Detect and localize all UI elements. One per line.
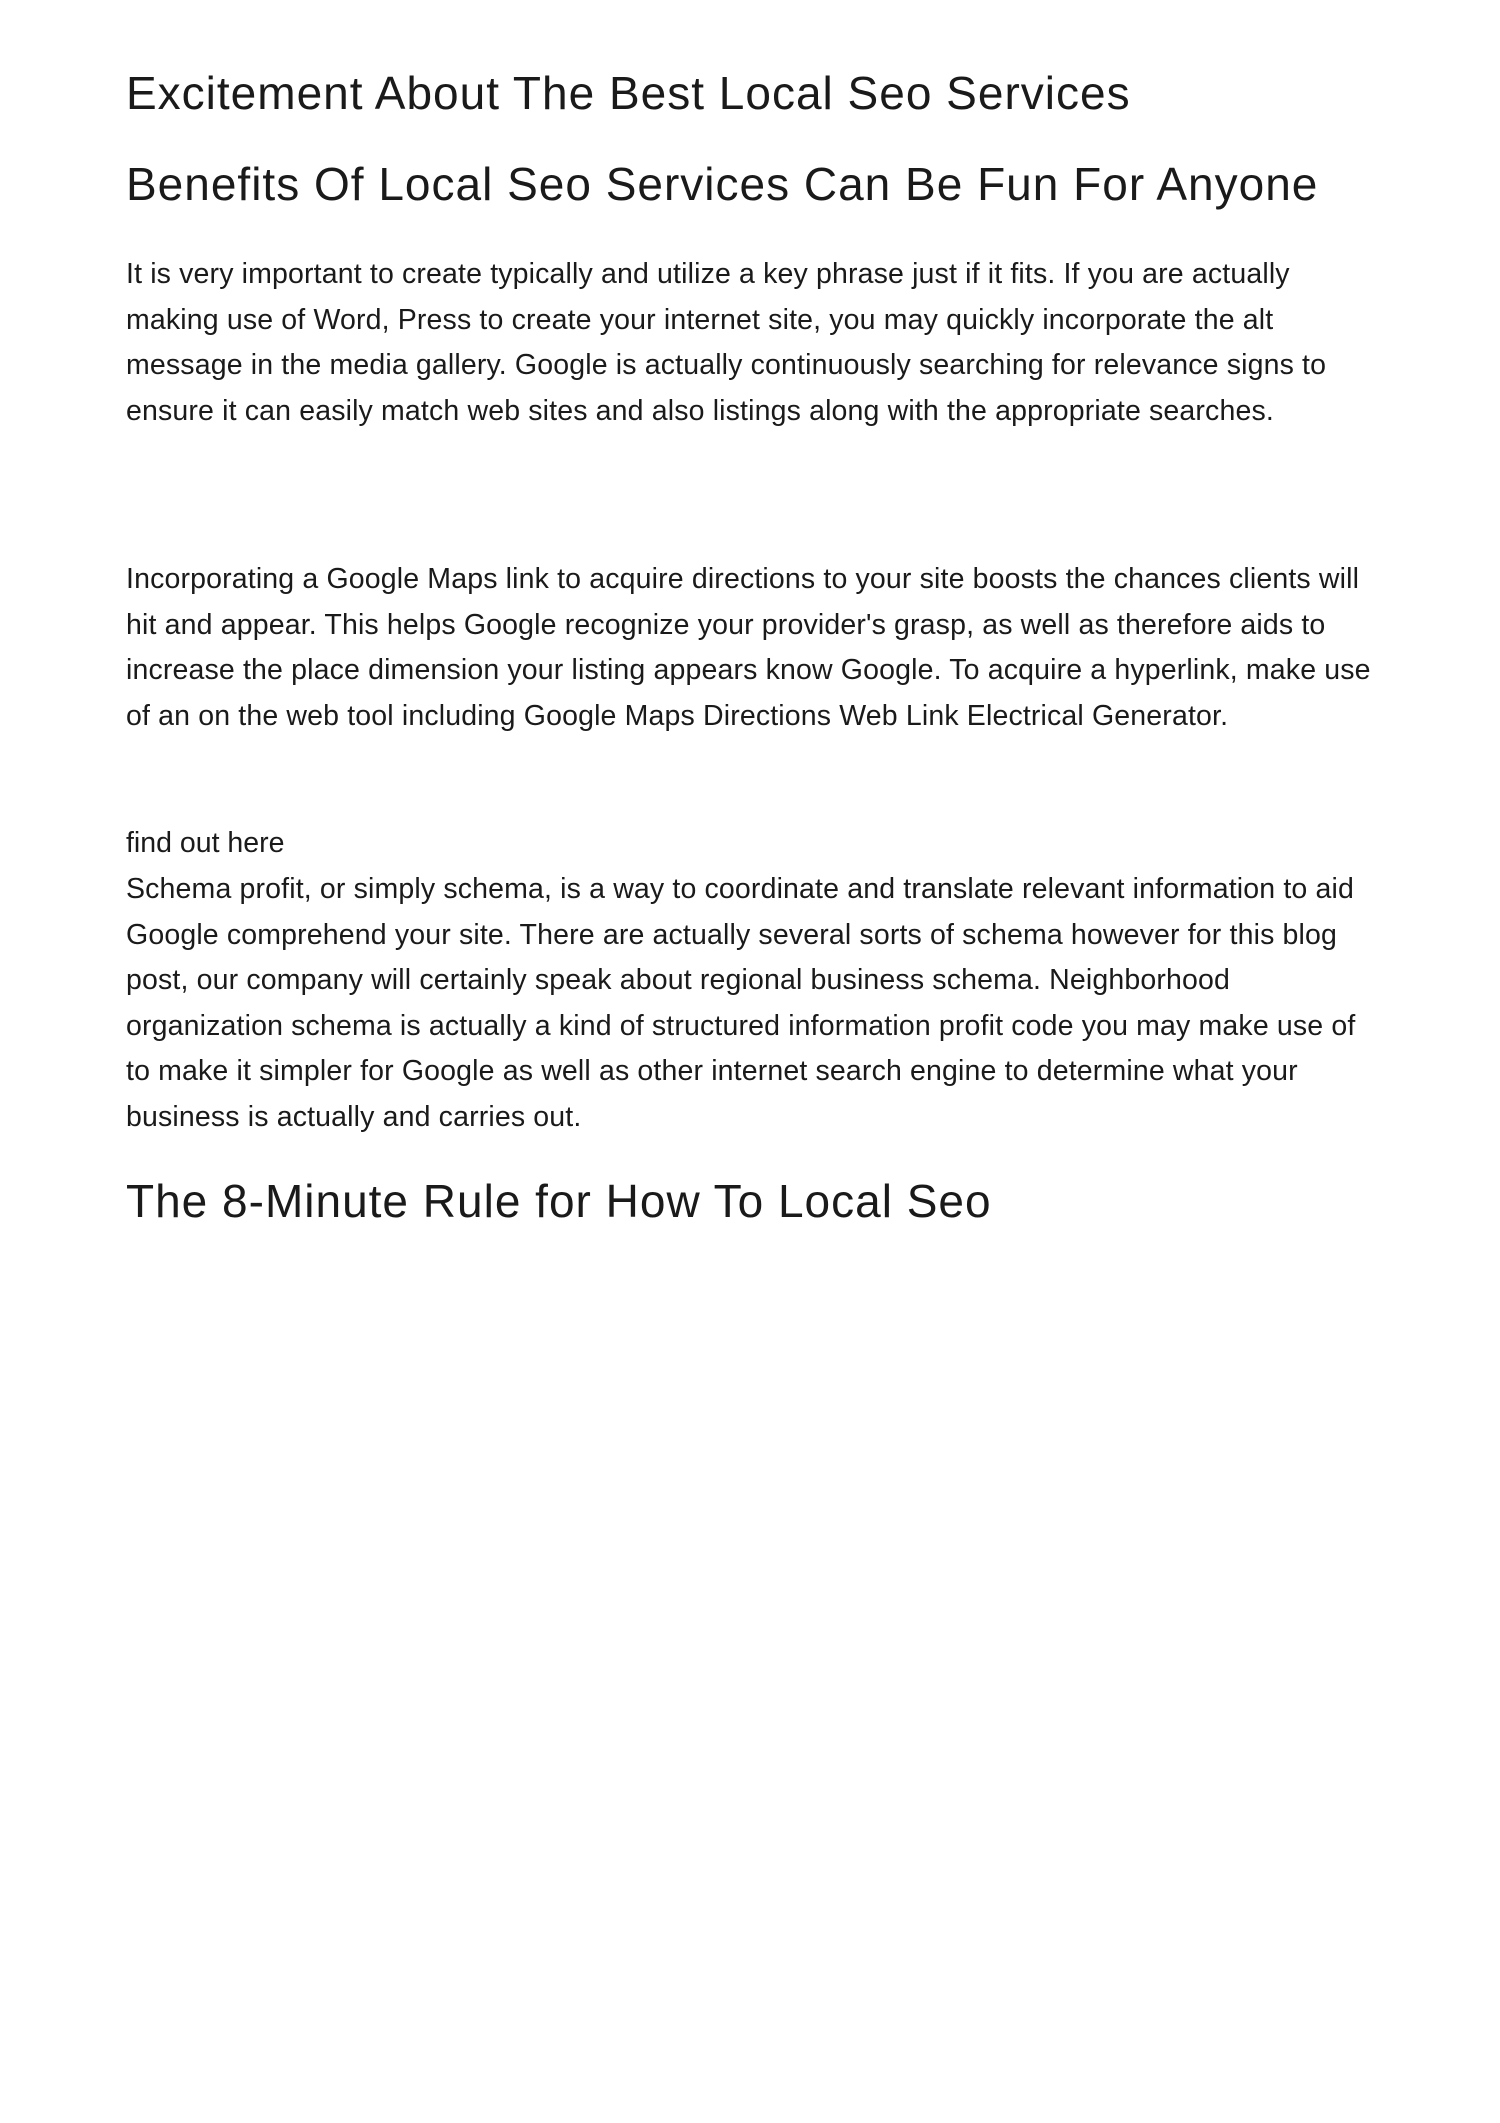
document-title: Excitement About The Best Local Seo Services [126,67,1131,119]
section-heading-8-minute-rule: The 8-Minute Rule for How To Local Seo [126,1175,992,1227]
paragraph-keyphrase: It is very important to create typically and utilize a key phrase just if it fits. If you are actually making use of Word, Press to create your internet site, you may quickly incorporate the alt message in the media gallery. Google is actually continuously searching for relevance signs to ensure it can easily match web sites and also listings along with the appropriate searches. [126,258,1327,427]
paragraph-schema: Schema profit, or simply schema, is a way to coordinate and translate relevant information to aid Google comprehend your site. There are actually several sorts of schema however for this blog post, our company will certainly speak about regional business schema. Neighborhood organization schema is actually a kind of structured information profit code you may make use of to make it simpler for Google as well as other internet search engine to determine what your business is actually and carries out. [126,873,1356,1133]
paragraph-google-maps: Incorporating a Google Maps link to acquire directions to your site boosts the chances clients will hit and appear. This helps Google recognize your provider's grasp, as well as therefore aids to increase the place dimension your listing appears know Google. To acquire a hyperlink, make use of an on the web tool including Google Maps Directions Web Link Electrical Generator. [126,563,1371,732]
section-heading-benefits: Benefits Of Local Seo Services Can Be Fun For Anyone [126,158,1319,210]
find-out-here-link[interactable]: find out here [126,827,285,859]
